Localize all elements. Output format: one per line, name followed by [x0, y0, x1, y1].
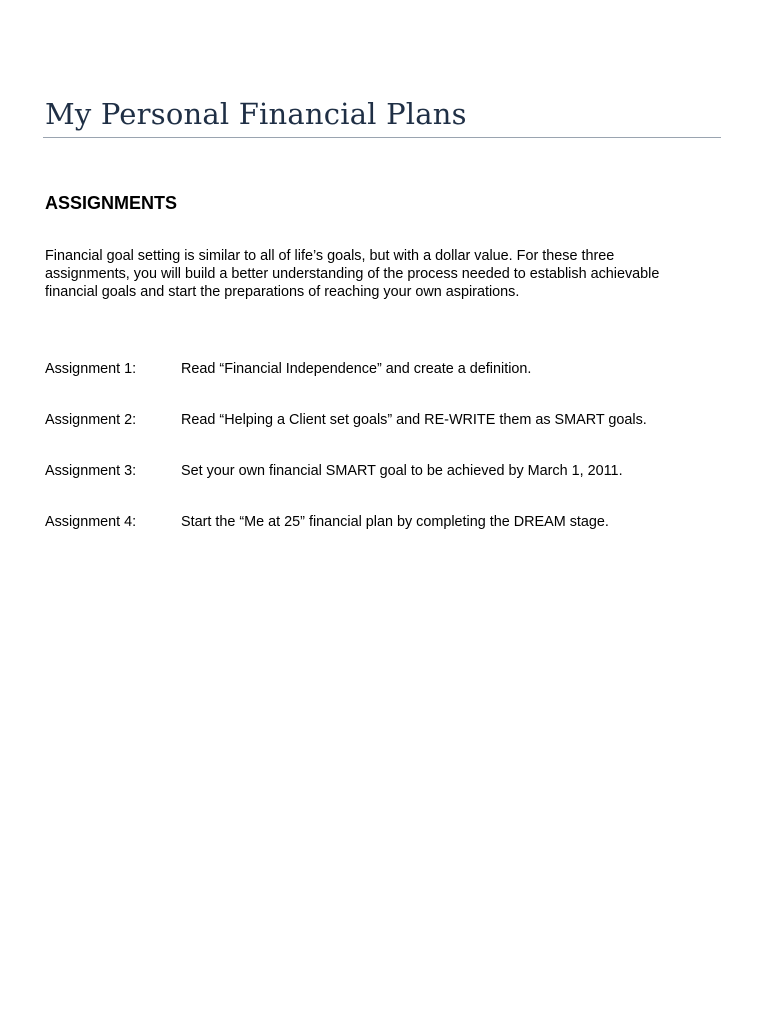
assignment-label: Assignment 2:	[45, 412, 137, 428]
assignment-label: Assignment 3:	[45, 463, 137, 479]
intro-paragraph	[45, 247, 735, 301]
assignment-row	[45, 410, 725, 430]
assignment-label: Assignment 1:	[45, 361, 137, 377]
assignment-description: Read “Helping a Client set goals” and RE-WRITE them as SMART goals.	[181, 412, 647, 428]
assignment-row	[45, 461, 725, 481]
assignment-row	[45, 359, 725, 379]
assignment-description: Read “Financial Independence” and create a definition.	[181, 361, 532, 377]
intro-line: assignments, you will build a better understanding of the process needed to establish achievable	[45, 266, 660, 282]
page-title: My Personal Financial Plans	[45, 97, 467, 131]
section-heading: ASSIGNMENTS	[45, 193, 178, 213]
title-divider	[43, 137, 721, 138]
assignment-description: Set your own financial SMART goal to be achieved by March 1, 2011.	[181, 463, 623, 479]
assignment-label: Assignment 4:	[45, 514, 137, 530]
intro-line: Financial goal setting is similar to all of life’s goals, but with a dollar value. For these three	[45, 248, 615, 264]
intro-line: financial goals and start the preparations of reaching your own aspirations.	[45, 284, 520, 300]
assignment-description: Start the “Me at 25” financial plan by completing the DREAM stage.	[181, 514, 609, 530]
assignment-row	[45, 512, 725, 532]
